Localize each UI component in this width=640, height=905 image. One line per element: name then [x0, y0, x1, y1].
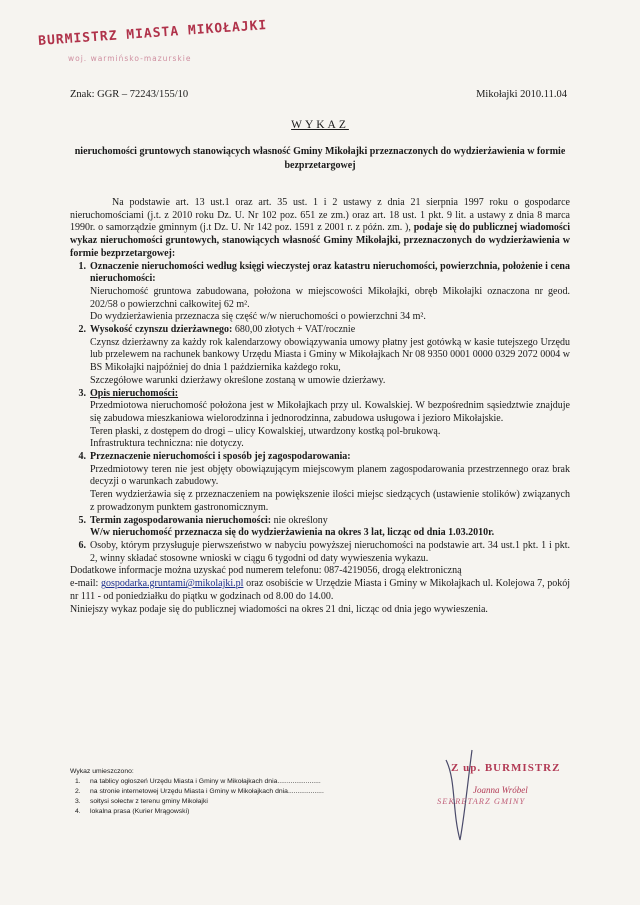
item-line: Do wydzierżawienia przeznacza się część w/w nieruchomości o powierzchni 34 m². — [90, 311, 426, 323]
intro-normal: Na podstawie art. 13 ust.1 oraz art. 35 ust. 1 i 2 ustawy z dnia 21 sierpnia 1997 roku o gospodarce nieruchomościami (j.t. z 2010 roku Dz. U. Nr 102 poz. 651 ze zm.) oraz art. 18 ust. 1 pkt. 9 lit. a ustawy z dnia 8 marca 1990r. o samorządzie gminnym (j.t Dz. U. Nr 142 poz. 1591 z 2001 r. z późn. zm. ), — [70, 197, 570, 234]
item-heading: Oznaczenie nieruchomości według księgi wieczystej oraz katastru nieruchomości, powierzchnia, położenie i cena nieruchomości: — [90, 260, 570, 285]
item-heading: Wysokość czynszu dzierżawnego: — [90, 324, 233, 336]
item-line: Teren wydzierżawia się z przeznaczeniem na powiększenie ilości miejsc siedzących (ustawienie stolików) związanych z prowadzonym punktem gastronomicznym. — [90, 489, 570, 513]
email-link[interactable]: gospodarka.gruntami@mikolajki.pl — [100, 578, 244, 590]
posting-entry — [70, 797, 390, 807]
stamp-main-text: BURMISTRZ MIASTA MIKOŁAJKI — [37, 18, 268, 49]
signature-line-3: SEKRETARZ GMINY — [437, 796, 526, 806]
posting-number: 1. — [75, 778, 81, 785]
item-number: 1. — [78, 260, 86, 272]
signature-line-1: Z up. BURMISTRZ — [451, 762, 561, 774]
posting-text: lokalna prasa (Kurier Mrągowski) — [90, 808, 190, 815]
item-heading: Termin zagospodarowania nieruchomości: — [90, 514, 272, 526]
list-item — [70, 388, 570, 452]
posting-entry — [70, 777, 390, 787]
signature-stamp — [437, 752, 595, 832]
document-title: WYKAZ — [291, 119, 349, 131]
item-number: 2. — [78, 324, 86, 336]
list-item — [70, 261, 570, 325]
signature-line-2: Joanna Wróbel — [473, 785, 528, 795]
intro-bold: podaje się do publicznej wiadomości wykaz nieruchomości gruntowych, stanowiących własność Gminy Mikołajki, przeznaczonych do wydzierżawienia w formie bezprzetargowej: — [70, 222, 571, 259]
document-subtitle: nieruchomości gruntowych stanowiących własność Gminy Mikołajki przeznaczonych do wydzierżawienia w formie bezprzetargowej — [74, 146, 566, 171]
item-heading-tail: nie określony — [271, 514, 328, 526]
item-line: Infrastruktura techniczna: nie dotyczy. — [90, 438, 244, 450]
item-heading: Opis nieruchomości: — [90, 387, 179, 399]
list-item — [70, 451, 570, 515]
item-line: Przedmiotowa nieruchomość położona jest w Mikołajkach przy ul. Kowalskiej. W bezpośrednim sąsiedztwie znajduje się zabudowa mieszkaniowa wielorodzinna i jednorodzinna, zabudowa usługowa i jezioro Mikołajskie. — [90, 400, 570, 424]
posting-entry — [70, 787, 390, 797]
closing-info-2: oraz osobiście w Urzędzie Miasta i Gminy w Mikołajkach ul. Kolejowa 7, pokój nr 111 - od poniedziałku do piątku w godzinach od 8.00 do 14.00. — [70, 578, 571, 602]
item-line: Czynsz dzierżawny za każdy rok kalendarzowy obowiązywania umowy płatny jest gotówką w kasie tutejszego Urzędu lub przelewem na rachunek bankowy Urzędu Miasta i Gminy w Mikołajkach Nr 08 9350 0001 0000 0329 2072 0004 w BS Mikołajki najpóźniej do dnia 1 października każdego roku, — [90, 336, 570, 374]
item-number: 6. — [78, 539, 86, 551]
posting-entry — [70, 807, 390, 817]
intro-paragraph — [70, 197, 570, 261]
item-heading: Przeznaczenie nieruchomości i sposób jej zagospodarowania: — [90, 451, 351, 463]
posting-text: sołtysi sołectw z terenu gminy Mikołajki — [90, 798, 208, 805]
list-item — [70, 324, 570, 388]
list-item — [70, 540, 570, 565]
item-number: 3. — [78, 387, 86, 399]
burmistrz-header-stamp — [37, 18, 268, 70]
closing-info-paragraph — [70, 565, 570, 603]
item-bold-line: W/w nieruchomość przeznacza się do wydzierżawienia na okres 3 lat, licząc od dnia 1.03.2010r. — [90, 527, 495, 539]
place-date: Mikołajki 2010.11.04 — [476, 89, 567, 100]
items-list — [70, 261, 570, 566]
item-line: Nieruchomość gruntowa zabudowana, położona w miejscowości Mikołajki, obręb Mikołajki oznaczona nr geod. 202/58 o powierzchni całkowitej 62 m². — [90, 285, 570, 310]
item-number: 4. — [78, 451, 86, 463]
item-line: Szczegółowe warunki dzierżawy określone zostaną w umowie dzierżawy. — [90, 374, 386, 386]
posting-text: na stronie internetowej Urzędu Miasta i Gminy w Mikołajkach dnia................... — [90, 788, 324, 795]
item-heading-tail: 680,00 złotych + VAT/rocznie — [232, 324, 356, 336]
posting-list — [70, 767, 390, 817]
item-number: 5. — [78, 514, 86, 526]
list-item — [70, 515, 570, 540]
posting-number: 4. — [75, 808, 81, 815]
posting-text: na tablicy ogłoszeń Urzędu Miasta i Gminy w Mikołajkach dnia....................... — [90, 778, 321, 785]
item-line: Teren płaski, z dostępem do drogi – ulicy Kowalskiej, utwardzony kostką pol-brukową. — [90, 425, 441, 437]
posting-number: 2. — [75, 788, 81, 795]
closing-info-1: Dodatkowe informacje można uzyskać pod numerem telefonu: 087-4219056, drogą elektroniczną — [70, 565, 462, 577]
reference-number: Znak: GGR – 72243/155/10 — [70, 89, 189, 100]
closing-period-paragraph: Niniejszy wykaz podaje się do publicznej wiadomości na okres 21 dni, licząc od dnia jego wywieszenia. — [70, 603, 488, 615]
posting-heading: Wykaz umieszczono: — [70, 768, 134, 775]
item-line: Osoby, którym przysługuje pierwszeństwo w nabyciu powyższej nieruchomości na podstawie art. 34 ust.1 pkt. 1 i pkt. 2, winny składać stosowne wnioski w ciągu 6 tygodni od daty wywieszenia wykazu. — [90, 539, 570, 564]
document-body — [70, 197, 570, 616]
item-line: Przedmiotowy teren nie jest objęty obowiązującym miejscowym planem zagospodarowania przestrzennego oraz brak decyzji o warunkach zabudowy. — [90, 463, 570, 488]
email-prefix: e-mail: — [70, 578, 101, 590]
posting-number: 3. — [75, 798, 81, 805]
stamp-sub-text: woj. warmińsko-mazurskie — [68, 54, 192, 63]
